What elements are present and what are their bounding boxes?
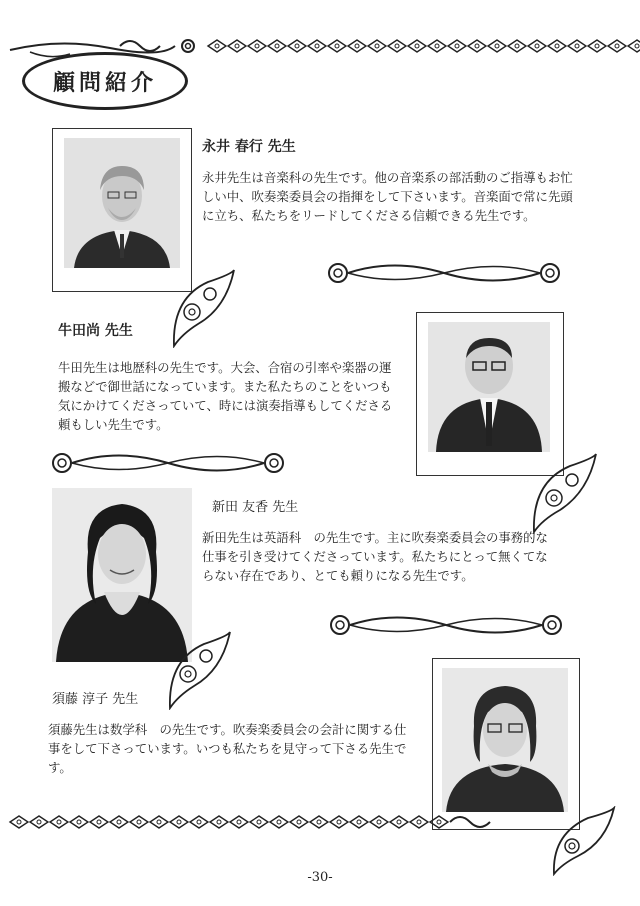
border-diamond [270, 816, 288, 828]
border-diamond-dot [277, 820, 281, 824]
border-diamond [328, 40, 346, 52]
border-diamond [350, 816, 368, 828]
border-diamond [248, 40, 266, 52]
border-diamond-dot [215, 44, 219, 48]
border-diamond [250, 816, 268, 828]
border-diamond [408, 40, 426, 52]
border-diamond-dot [217, 820, 221, 824]
swirl-divider-2 [48, 448, 288, 478]
advisor-name-1: 永井 春行 先生 [202, 139, 296, 155]
border-diamond-dot [475, 44, 479, 48]
border-diamond-dot [235, 44, 239, 48]
leaf-ornament-2 [528, 452, 600, 534]
border-diamond-dot [295, 44, 299, 48]
border-diamond [368, 40, 386, 52]
advisor-name-2: 牛田尚 先生 [58, 323, 133, 339]
border-diamond-dot [595, 44, 599, 48]
advisor-name-3: 新田 友香 先生 [212, 500, 299, 515]
border-diamond-dot [375, 44, 379, 48]
border-diamond [370, 816, 388, 828]
leaf-ornament-1 [168, 268, 238, 348]
border-diamond [568, 40, 586, 52]
border-diamond [228, 40, 246, 52]
border-diamond-dot [535, 44, 539, 48]
border-diamond-dot [575, 44, 579, 48]
border-diamond [130, 816, 148, 828]
advisor-text-3: 新田先生は英語科 の先生です。主に吹奏楽委員会の事務的な仕事を引き受けてくださっています。私たちにとって無くてならない存在であり、とても頼りになる先生です。 [202, 530, 548, 583]
border-diamond [468, 40, 486, 52]
border-diamond [548, 40, 566, 52]
border-diamond [230, 816, 248, 828]
border-diamond [608, 40, 626, 52]
border-diamond-dot [117, 820, 121, 824]
border-diamond [268, 40, 286, 52]
border-diamond [210, 816, 228, 828]
leaf-ornament-3 [164, 630, 234, 710]
border-diamond [308, 40, 326, 52]
border-diamond [508, 40, 526, 52]
advisor-text-1: 永井先生は音楽科の先生です。他の音楽系の部活動のご指導もお忙しい中、吹奏楽委員会の指揮をして下さいます。音楽面で常に先頭に立ち、私たちをリードしてくださる信頼できる先生です。 [202, 170, 573, 223]
border-diamond [10, 816, 28, 828]
advisor-photo-4 [442, 668, 568, 812]
border-diamond-dot [337, 820, 341, 824]
border-diamond [150, 816, 168, 828]
swirl-divider-3 [326, 610, 566, 640]
border-diamond [448, 40, 466, 52]
border-diamond-dot [455, 44, 459, 48]
border-diamond [170, 816, 188, 828]
border-diamond-dot [57, 820, 61, 824]
section-title: 顧問紹介 [52, 70, 157, 96]
border-diamond-dot [335, 44, 339, 48]
border-diamond [290, 816, 308, 828]
border-diamond-dot [257, 820, 261, 824]
border-diamond-dot [157, 820, 161, 824]
border-diamond-dot [515, 44, 519, 48]
border-diamond-dot [377, 820, 381, 824]
border-diamond-dot [435, 44, 439, 48]
border-diamond [588, 40, 606, 52]
border-diamond-dot [177, 820, 181, 824]
border-diamond-dot [97, 820, 101, 824]
border-diamond-dot [237, 820, 241, 824]
swirl-divider-1 [324, 258, 564, 288]
page-number: -30- [307, 870, 333, 885]
border-diamond-dot [357, 820, 361, 824]
border-diamond-dot [355, 44, 359, 48]
bottom-border-ornament [0, 810, 560, 834]
border-diamond-dot [397, 820, 401, 824]
advisor-text-2: 牛田先生は地歴科の先生です。大会、合宿の引率や楽器の運搬などで御世話になっています。また私たちのことをいつも気にかけてくださっていて、時には演奏指導もしてくださる頼もしい先生です。 [58, 360, 393, 432]
border-diamond-dot [77, 820, 81, 824]
advisor-name-4: 須藤 淳子 先生 [52, 692, 139, 707]
border-diamond [330, 816, 348, 828]
border-diamond [208, 40, 226, 52]
border-diamond [390, 816, 408, 828]
advisor-photo-1 [64, 138, 180, 268]
border-diamond [310, 816, 328, 828]
border-diamond-dot [417, 820, 421, 824]
border-diamond [430, 816, 448, 828]
border-diamond [528, 40, 546, 52]
border-diamond-dot [415, 44, 419, 48]
border-diamond [388, 40, 406, 52]
border-diamond-dot [317, 820, 321, 824]
border-diamond-dot [495, 44, 499, 48]
border-diamond-dot [555, 44, 559, 48]
border-diamond [410, 816, 428, 828]
border-diamond [428, 40, 446, 52]
border-diamond [50, 816, 68, 828]
border-diamond [110, 816, 128, 828]
border-diamond-dot [635, 44, 639, 48]
border-diamond-dot [437, 820, 441, 824]
border-diamond-dot [37, 820, 41, 824]
border-diamond-dot [615, 44, 619, 48]
border-diamond [90, 816, 108, 828]
border-diamond [628, 40, 640, 52]
section-title-badge [22, 52, 188, 110]
border-diamond-dot [17, 820, 21, 824]
border-diamond-dot [137, 820, 141, 824]
border-diamond [348, 40, 366, 52]
border-diamond-dot [315, 44, 319, 48]
border-diamond [488, 40, 506, 52]
border-diamond [30, 816, 48, 828]
border-diamond [288, 40, 306, 52]
border-diamond [190, 816, 208, 828]
border-diamond [70, 816, 88, 828]
border-diamond-dot [275, 44, 279, 48]
border-diamond-dot [297, 820, 301, 824]
border-diamond-dot [395, 44, 399, 48]
advisor-text-4: 須藤先生は数学科 の先生です。吹奏楽委員会の会計に関する仕事をして下さっています。いつも私たちを見守って下さる先生です。 [48, 722, 407, 775]
advisor-photo-2 [428, 322, 550, 452]
border-diamond-dot [255, 44, 259, 48]
border-diamond-dot [197, 820, 201, 824]
